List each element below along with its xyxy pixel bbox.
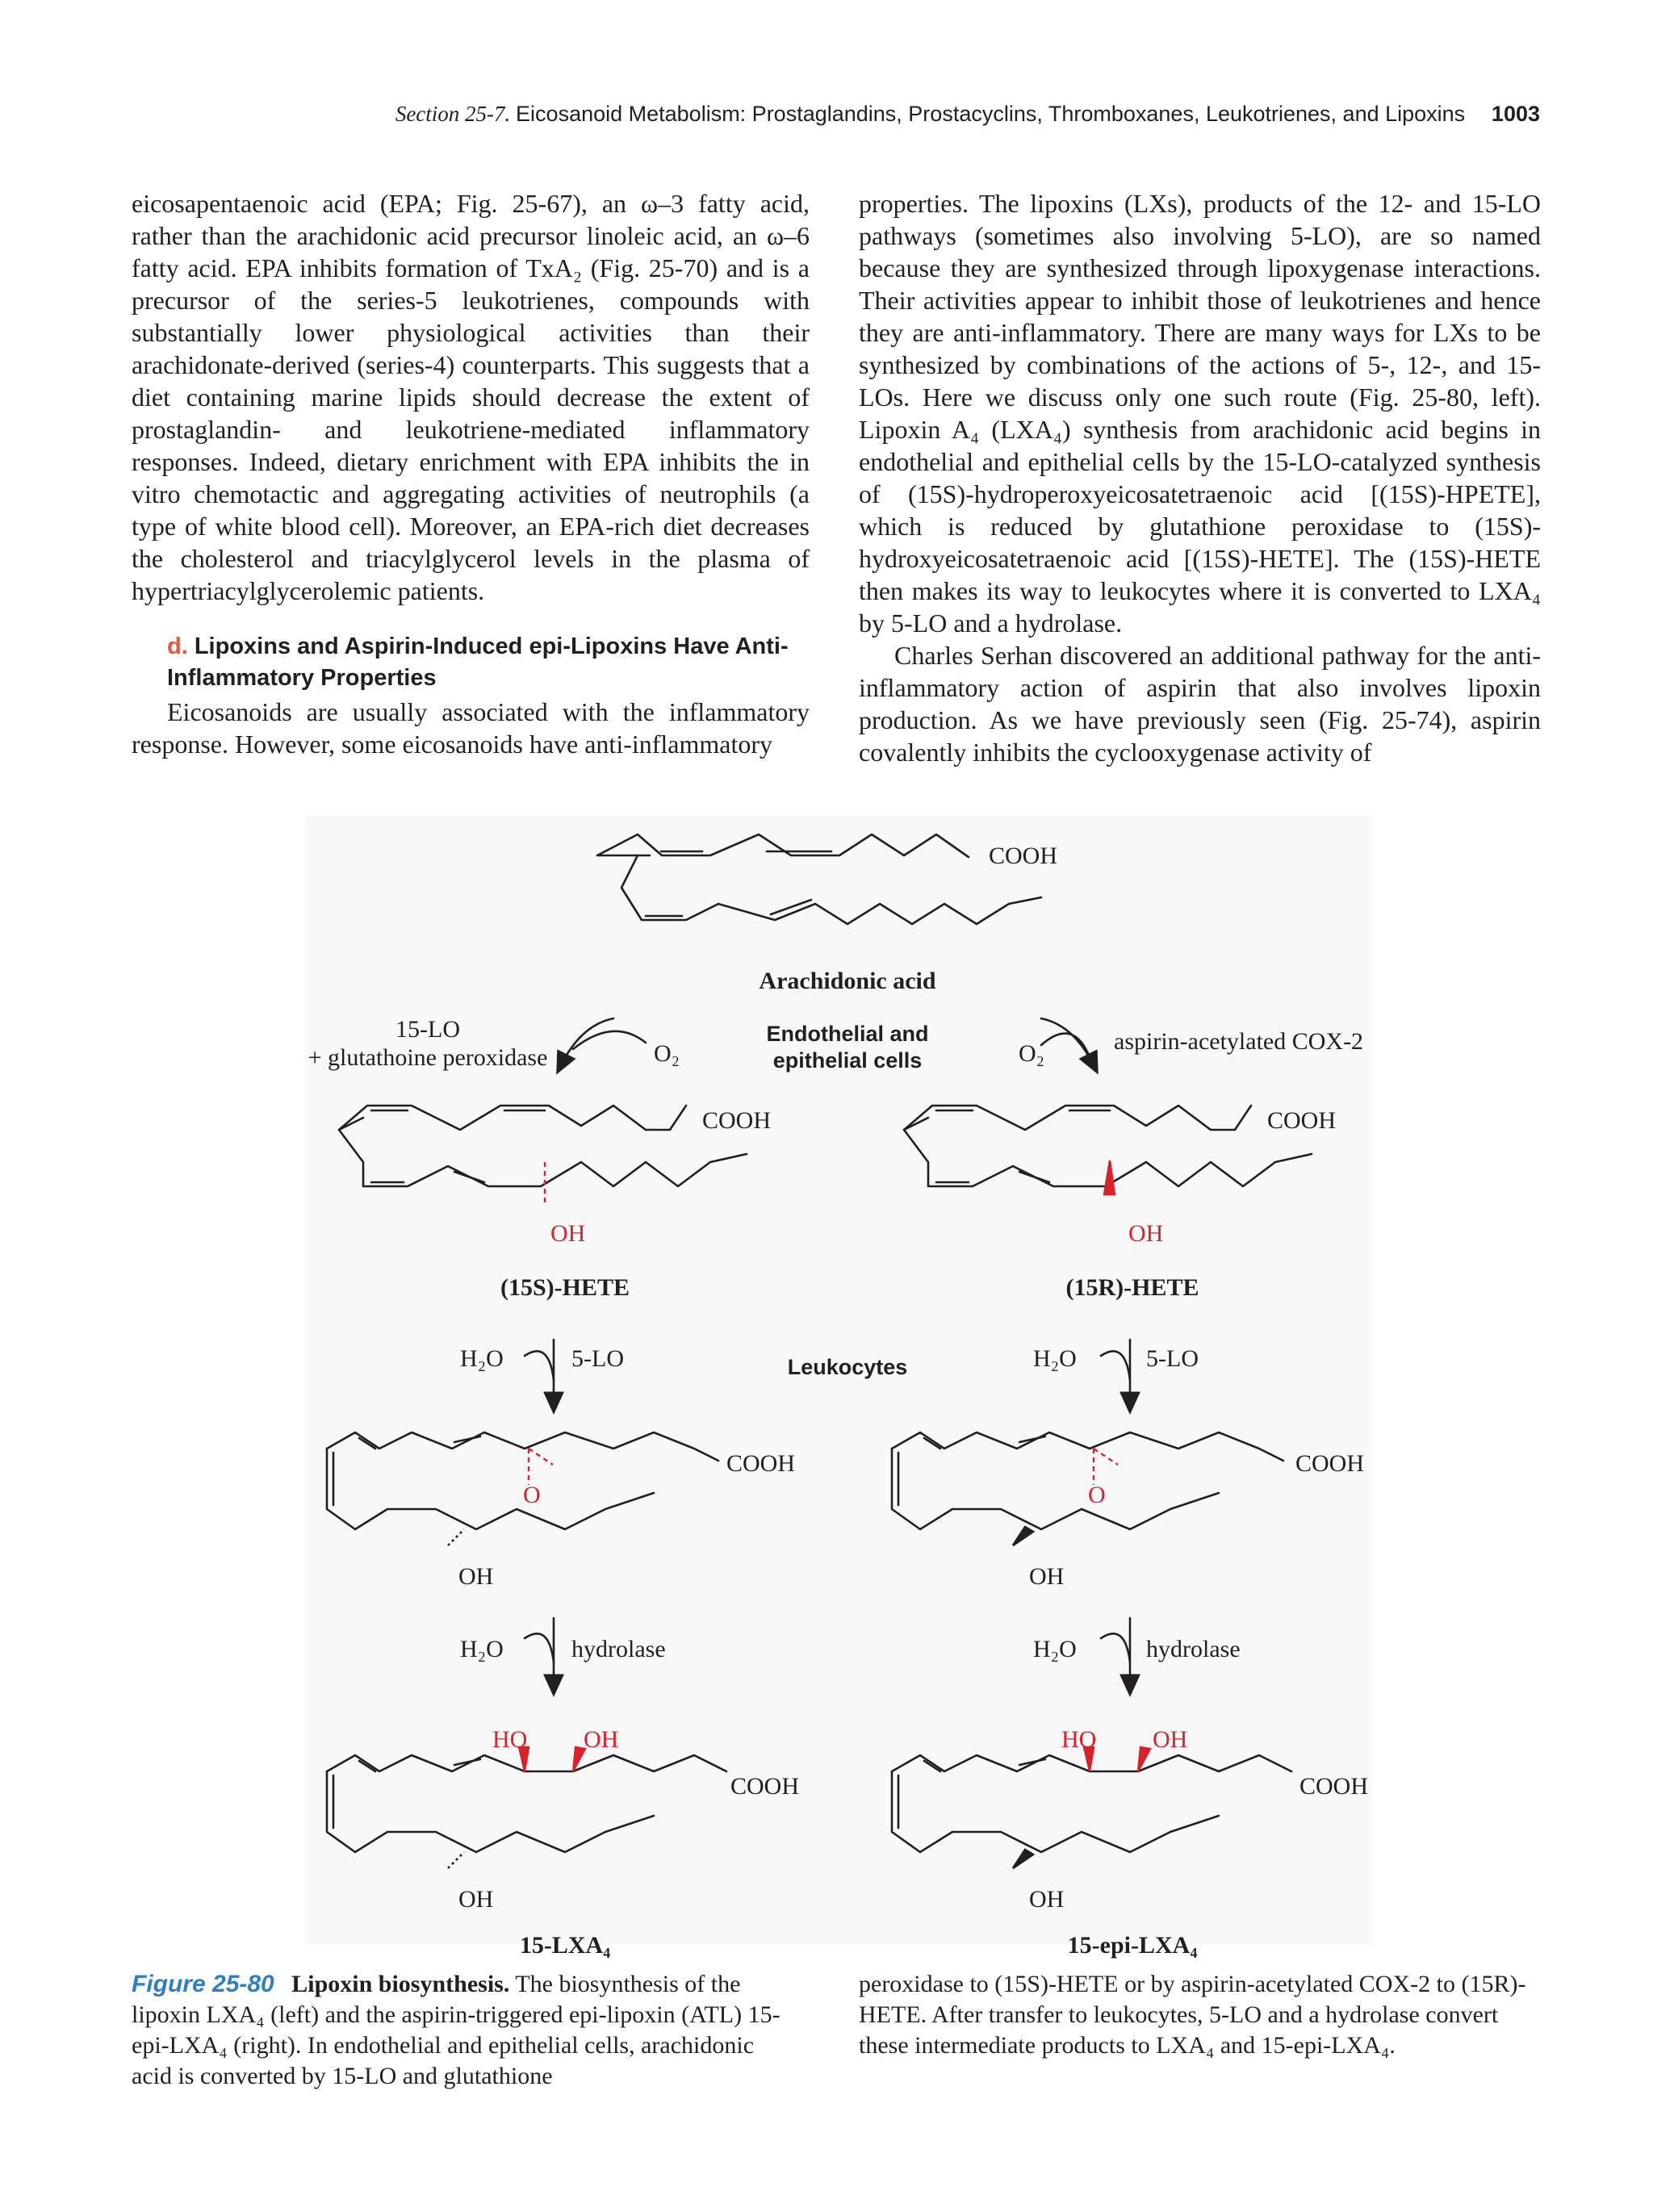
caption-right-text: peroxidase to (15S)-HETE or by aspirin-acetylated COX-2 to (15R)-HETE. After transfer to leukocytes, 5-LO and a hydrolase convert these intermediate products to LXA₄ and 15-epi-LXA₄. <box>859 1971 1526 2059</box>
oh-c15-left-lxa4: OH <box>458 1886 494 1913</box>
arachidonic-acid-label: Arachidonic acid <box>759 968 936 994</box>
left-paragraph-1: eicosapentaenoic acid (EPA; Fig. 25-67), an ω–3 fatty acid, rather than the arachidonic acid precursor linoleic acid, an ω–6 fatty acid. EPA inhibits formation of TxA₂ (Fig. 25-70) and is a precursor of the series-5 leukotrienes, compounds with substantially lower physiological activities than their arachidonate-derived (series-4) counterparts. This suggests that a diet containing marine lipids should decrease the extent of prostaglandin- and leukotriene-mediated inflammatory responses. Indeed, dietary enrichment with EPA inhibits the in vitro chemotactic and aggregating activities of neutrophils (a type of white blood cell). Moreover, an EPA-rich diet decreases the cholesterol and triacylglycerol levels in the plasma of hypertriacylglycerolemic patients. <box>132 189 810 605</box>
hydrolase-left: hydrolase <box>571 1636 666 1662</box>
h2o-left-2: H₂O <box>460 1636 504 1662</box>
cooh-left-lxa4: COOH <box>730 1773 800 1800</box>
lxa4-label: 15-LXA₄ <box>519 1932 611 1959</box>
15s-hete-label: (15S)-HETE <box>500 1274 630 1301</box>
five-lo-left: 5-LO <box>571 1345 624 1372</box>
oh-right-lxa4: OH <box>1153 1726 1188 1753</box>
right-paragraph-2: Charles Serhan discovered an additional pathway for the anti-inflammatory action of aspirin that also involves lipoxin production. As we have previously seen (Fig. 25-74), aspirin covalently inhibits the cyclooxygenase activity of <box>859 641 1541 767</box>
caption-title: Lipoxin biosynthesis. <box>291 1971 510 1997</box>
heading-text: Lipoxins and Aspirin-Induced epi-Lipoxins Have Anti-Inflammatory Properties <box>167 633 789 691</box>
ho-left-lxa4: HO <box>492 1726 528 1753</box>
15r-hete-label: (15R)-HETE <box>1065 1274 1199 1301</box>
o-left-epoxide: O <box>523 1482 541 1508</box>
left-enzyme-label-1: 15-LO <box>395 1016 460 1043</box>
cells-label-2: epithelial cells <box>772 1048 923 1073</box>
figure-caption-left <box>132 1969 793 2092</box>
cooh-15r-hete: COOH <box>1267 1107 1337 1134</box>
oh-c15-right-lxa4: OH <box>1029 1886 1065 1913</box>
cooh-left-epoxide: COOH <box>726 1450 796 1477</box>
cooh-right-lxa4: COOH <box>1299 1773 1369 1800</box>
o2-right: O₂ <box>1019 1040 1045 1067</box>
oh-right-epoxide: OH <box>1029 1563 1065 1590</box>
page-number: 1003 <box>1491 102 1540 126</box>
oh-15r-hete: OH <box>1128 1220 1164 1247</box>
oh-15s-hete: OH <box>550 1220 586 1247</box>
left-enzyme-label-2: + glutathoine peroxidase <box>308 1044 548 1071</box>
figure-number: Figure 25-80 <box>132 1971 274 1997</box>
epi-lxa4-label: 15-epi-LXA₄ <box>1067 1932 1198 1959</box>
heading-letter: d. <box>167 633 188 659</box>
oh-left-epoxide: OH <box>458 1563 494 1590</box>
hydrolase-right: hydrolase <box>1146 1636 1241 1662</box>
section-title: Eicosanoid Metabolism: Prostaglandins, Prostacyclins, Thromboxanes, Leukotrienes, and Lipoxins <box>516 102 1466 126</box>
oh-left-lxa4: OH <box>584 1726 619 1753</box>
figure-caption-right <box>859 1969 1541 2061</box>
h2o-right-2: H₂O <box>1033 1636 1077 1662</box>
right-paragraph-1: properties. The lipoxins (LXs), products of the 12- and 15-LO pathways (sometimes also involving 5-LO), are so named because they are synthesized through lipoxygenase interactions. Their activities appear to inhibit those of leukotrienes and hence they are anti-inflammatory. There are many ways for LXs to be synthesized by combinations of the actions of 5-, 12-, and 15-LOs. Here we discuss only one such route (Fig. 25-80, left). Lipoxin A₄ (LXA₄) synthesis from arachidonic acid begins in endothelial and epithelial cells by the 15-LO-catalyzed synthesis of (15S)-hydroperoxyeicosatetraenoic acid [(15S)-HPETE], which is reduced by glutathione peroxidase to (15S)-hydroxyeicosatetraenoic acid [(15S)-HETE]. The (15S)-HETE then makes its way to leukocytes where it is converted to LXA₄ by 5-LO and a hydrolase. <box>859 189 1541 638</box>
o2-left: O₂ <box>654 1040 680 1067</box>
ho-right-lxa4: HO <box>1061 1726 1097 1753</box>
right-enzyme-label: aspirin-acetylated COX-2 <box>1114 1028 1364 1055</box>
o-right-epoxide: O <box>1088 1482 1106 1508</box>
h2o-left-1: H₂O <box>460 1345 504 1372</box>
caption-left-text: The biosynthesis of the lipoxin LXA₄ (left) and the aspirin-triggered epi-lipoxin (ATL) 15-epi-LXA₄ (right). In endothelial and epithelial cells, arachidonic acid is converted by 15-LO and glutathione <box>132 1971 780 2089</box>
section-label: Section 25-7. <box>395 102 511 126</box>
h2o-right-1: H₂O <box>1033 1345 1077 1372</box>
cooh-right-epoxide: COOH <box>1295 1450 1365 1477</box>
cells-label-1: Endothelial and <box>766 1022 929 1046</box>
cooh-15s-hete: COOH <box>702 1107 772 1134</box>
cooh-arachidonic: COOH <box>989 843 1058 869</box>
left-paragraph-2: Eicosanoids are usually associated with the inflammatory response. However, some eicosanoids have anti-inflammatory <box>132 697 810 759</box>
five-lo-right: 5-LO <box>1146 1345 1199 1372</box>
leukocytes-label: Leukocytes <box>787 1355 908 1379</box>
